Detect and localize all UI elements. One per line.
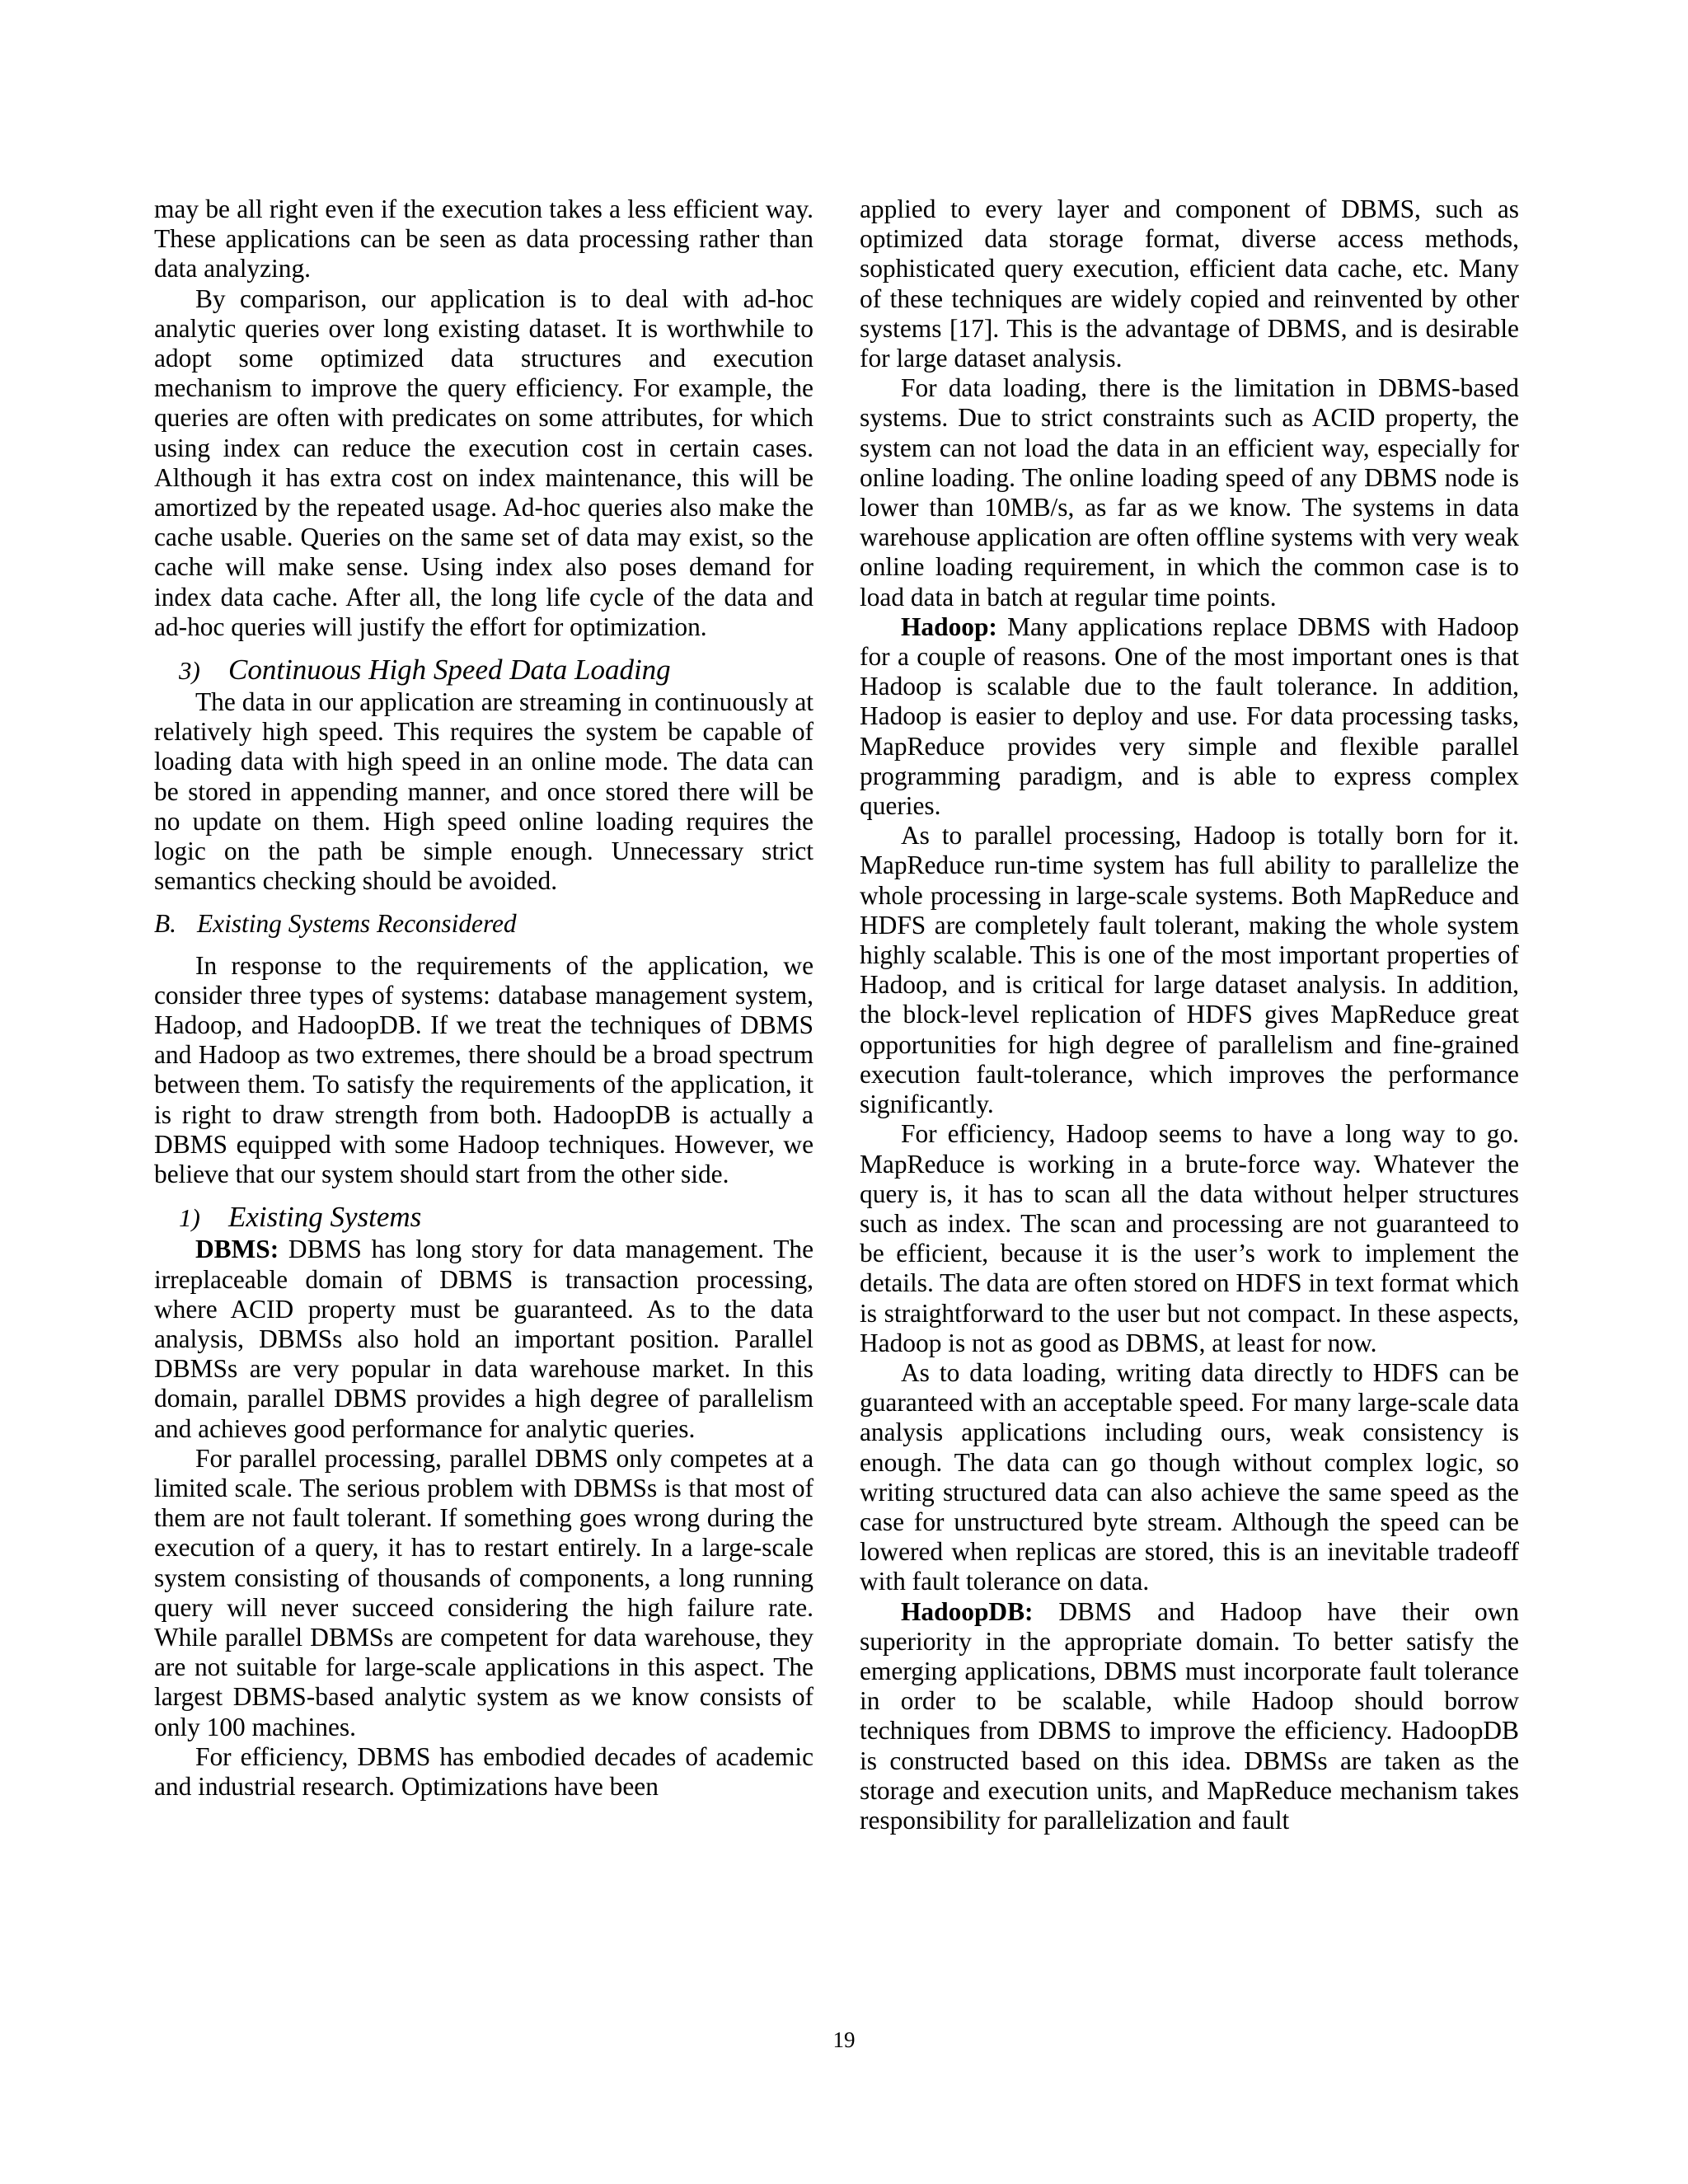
- paragraph-hadoopdb: [860, 1597, 1519, 1836]
- paragraph: By comparison, our application is to deal with ad-hoc analytic queries over long existing dataset. It is worthwhile to adopt some optimized data structures and execution mechanism to improve the query efficiency. For example, the queries are often with predicates on some attributes, for which using index can reduce the execution cost in certain cases. Although it has extra cost on index maintenance, this will be amortized by the repeated usage. Ad-hoc queries also make the cache usable. Queries on the same set of data may exist, so the cache will make sense. Using index also poses demand for index data cache. After all, the long life cycle of the data and ad-hoc queries will justify the effort for optimization.: [154, 284, 814, 641]
- paragraph: For parallel processing, parallel DBMS only competes at a limited scale. The serious problem with DBMSs is that most of them are not fault tolerant. If something goes wrong during the execution of a query, it has to restart entirely. In a large-scale system consisting of thousands of components, a long running query will never succeed considering the high failure rate. While parallel DBMSs are competent for data warehouse, they are not suitable for large-scale applications in this aspect. The largest DBMS-based analytic system as we know consists of only 100 machines.: [154, 1443, 814, 1741]
- paragraph: For efficiency, Hadoop seems to have a long way to go. MapReduce is working in a brute-force way. Whatever the query is, it has to scan all the data without helper structures such as index. The scan and processing are not guaranteed to be efficient, because it is the user’s work to implement the details. The data are often stored on HDFS in text format which is straightforward to the user but not compact. In these aspects, Hadoop is not as good as DBMS, at least for now.: [860, 1119, 1519, 1357]
- paragraph-hadoop: [860, 612, 1519, 821]
- right-column: [860, 194, 1519, 1835]
- paragraph-dbms: [154, 1235, 814, 1443]
- heading-title: Continuous High Speed Data Loading: [228, 654, 671, 687]
- paragraph: may be all right even if the execution takes a less efficient way. These applications can be seen as data processing rather than data analyzing.: [154, 194, 814, 284]
- paragraph-lead: HadoopDB:: [901, 1596, 1034, 1626]
- heading-number: 1): [179, 1203, 200, 1233]
- page-number: 19: [832, 2027, 856, 2052]
- paragraph: For data loading, there is the limitation in DBMS-based systems. Due to strict constraints such as ACID property, the system can not load the data in an efficient way, especially for online loading. The online loading speed of any DBMS node is lower than 10MB/s, as far as we know. The systems in data warehouse application are often offline systems with very weak online loading requirement, in which the common case is to load data in batch at regular time points.: [860, 373, 1519, 612]
- paragraph: For efficiency, DBMS has embodied decades of academic and industrial research. Optimizations have been: [154, 1741, 814, 1801]
- section-heading-existing-systems-reconsidered: [154, 909, 814, 939]
- paragraph: As to data loading, writing data directly to HDFS can be guaranteed with an acceptable speed. For many large-scale data analysis applications including ours, weak consistency is enough. The data can go though without complex logic, so writing structured data can also achieve the same speed as the case for unstructured byte stream. Although the speed can be lowered when replicas are stored, this is an inevitable tradeoff with fault tolerance on data.: [860, 1357, 1519, 1596]
- paragraph-body: DBMS and Hadoop have their own superiority in the appropriate domain. To better satisfy the emerging applications, DBMS must incorporate fault tolerance in order to be scalable, while Hadoop should borrow techniques from DBMS to improve the efficiency. HadoopDB is constructed based on this idea. DBMSs are taken as the storage and execution units, and MapReduce mechanism takes responsibility for parallelization and fault: [860, 1596, 1519, 1835]
- subsection-heading-existing-systems: [154, 1201, 814, 1235]
- heading-number: 3): [179, 656, 200, 686]
- left-column: [154, 194, 814, 1802]
- heading-title: Existing Systems: [228, 1201, 422, 1234]
- paragraph: As to parallel processing, Hadoop is totally born for it. MapReduce run-time system has full ability to parallelize the whole processing in large-scale systems. Both MapReduce and HDFS are completely fault tolerant, making the whole system highly scalable. This is one of the most important properties of Hadoop, and is critical for large dataset analysis. In addition, the block-level replication of HDFS gives MapReduce great opportunities for high degree of parallelism and fine-grained execution fault-tolerance, which improves the performance significantly.: [860, 821, 1519, 1119]
- paragraph: In response to the requirements of the application, we consider three types of systems: database management system, Hadoop, and HadoopDB. If we treat the techniques of DBMS and Hadoop as two extremes, there should be a broad spectrum between them. To satisfy the requirements of the application, it is right to draw strength from both. HadoopDB is actually a DBMS equipped with some Hadoop techniques. However, we believe that our system should start from the other side.: [154, 950, 814, 1189]
- paragraph-lead: Hadoop:: [901, 612, 997, 641]
- subsection-heading-continuous-loading: [154, 654, 814, 687]
- paragraph-lead: DBMS:: [195, 1235, 279, 1264]
- paragraph-body: DBMS has long story for data management. The irreplaceable domain of DBMS is transaction processing, where ACID property must be guaranteed. As to the data analysis, DBMSs also hold an important position. Parallel DBMSs are very popular in data warehouse market. In this domain, parallel DBMS provides a high degree of parallelism and achieves good performance for analytic queries.: [154, 1235, 814, 1443]
- paragraph: applied to every layer and component of DBMS, such as optimized data storage format, diverse access methods, sophisticated query execution, efficient data cache, etc. Many of these techniques are widely copied and reinvented by other systems [17]. This is the advantage of DBMS, and is desirable for large dataset analysis.: [860, 194, 1519, 373]
- heading-title: Existing Systems Reconsidered: [197, 909, 517, 939]
- paragraph: The data in our application are streaming in continuously at relatively high speed. This requires the system be capable of loading data with high speed in an online mode. The data can be stored in appending manner, and once stored there will be no update on them. High speed online loading requires the logic on the path be simple enough. Unnecessary strict semantics checking should be avoided.: [154, 687, 814, 896]
- paragraph-body: Many applications replace DBMS with Hadoop for a couple of reasons. One of the most important ones is that Hadoop is scalable due to the fault tolerance. In addition, Hadoop is easier to deploy and use. For data processing tasks, MapReduce provides very simple and flexible parallel programming paradigm, and is able to express complex queries.: [860, 612, 1519, 821]
- heading-number: B.: [154, 909, 177, 939]
